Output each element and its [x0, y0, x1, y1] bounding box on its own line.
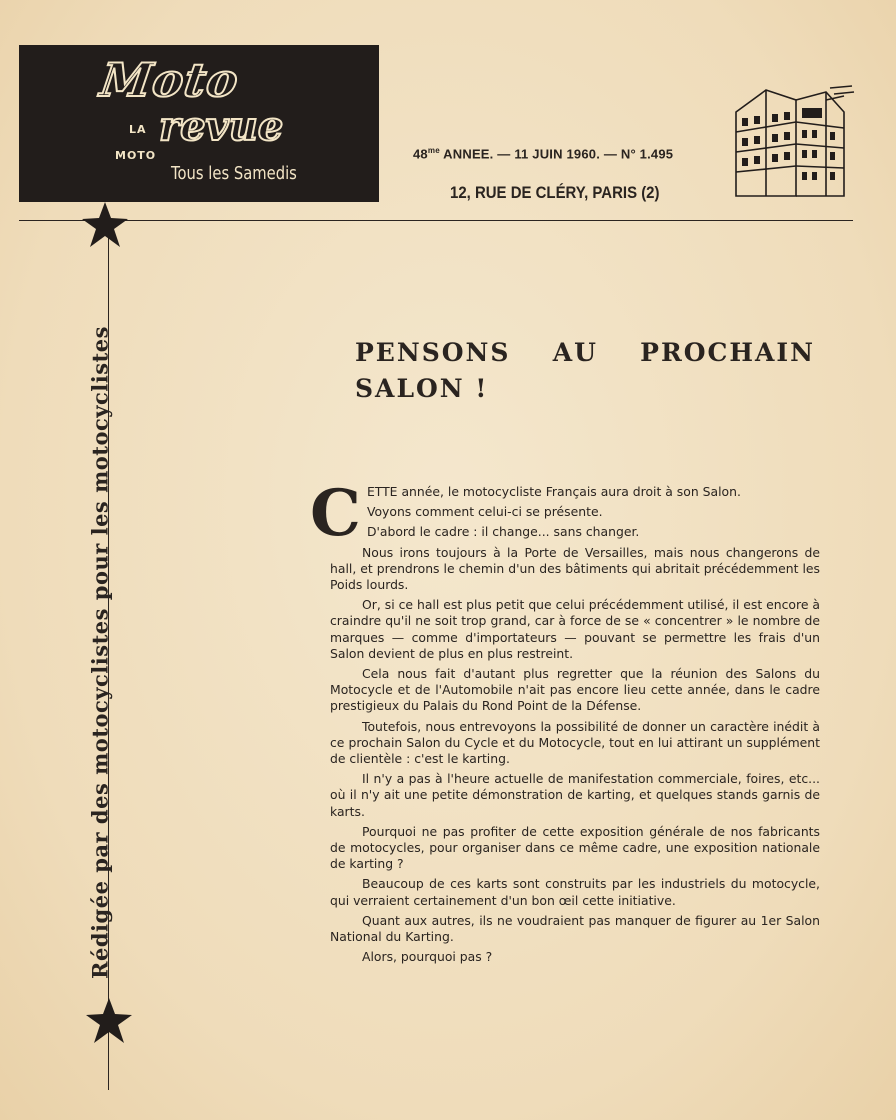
paragraph-7: Toutefois, nous entrevoyons la possibilité de donner un caractère inédit à ce prochain Salon du Cycle et du Motocycle, tout en lui attirant un supplément de clientèle : c'est le karting.: [330, 718, 820, 767]
title-word-3: PROCHAIN: [640, 338, 815, 367]
paragraph-5: Or, si ce hall est plus petit que celui précédemment utilisé, il est encore à craindre qu'il ne soit trop grand, car à force de se « concentrer » le nombre de marques — comme d'importateurs — pouvant se permettre les frais d'un Salon devient de plus en plus restreint.: [330, 597, 820, 661]
article-title: [355, 335, 815, 407]
sidebar-vertical-motto: Rédigée par des motocyclistes pour les motocyclistes: [87, 326, 113, 979]
header-rule: [19, 220, 853, 221]
paragraph-4: Nous irons toujours à la Porte de Versailles, mais nous changerons de hall, et prendrons le chemin d'un des bâtiments qui abritait précédemment les Poids lourds.: [330, 544, 820, 593]
article-body: [310, 476, 820, 969]
logo-moto-small-word: MOTO: [115, 149, 157, 162]
building-illustration: [726, 82, 856, 200]
publisher-address: 12, RUE DE CLÉRY, PARIS (2): [450, 183, 660, 202]
title-word-1: PENSONS: [355, 338, 511, 367]
issue-line: [413, 146, 673, 161]
logo-moto-word: Moto: [97, 53, 243, 107]
paragraph-2: Voyons comment celui-ci se présente.: [366, 504, 603, 520]
masthead-tagline: Tous les Samedis: [171, 163, 297, 184]
logo-la-word: LA: [129, 123, 147, 136]
paragraph-8: Il n'y a pas à l'heure actuelle de manifestation commerciale, foires, etc... où il n'y ait une petite démonstration de karting, et quelques stands garnis de karts.: [330, 771, 820, 819]
paragraph-3: D'abord le cadre : il change... sans changer.: [366, 524, 640, 540]
paragraph-12: Alors, pourquoi pas ?: [362, 949, 493, 965]
masthead-logo-block: [19, 45, 379, 202]
issue-date-number: ANNEE. — 11 JUIN 1960. — N° 1.495: [439, 146, 674, 162]
star-top-icon: [80, 200, 130, 250]
logo-revue-word: revue: [159, 103, 284, 150]
title-word-2: AU: [552, 338, 598, 367]
article-title-line-2: SALON !: [355, 374, 489, 403]
issue-year-number: 48: [413, 146, 428, 162]
paragraph-6: Cela nous fait d'autant plus regretter que la réunion des Salons du Motocycle et de l'Automobile n'ait pas encore lieu cette année, dans le cadre prestigieux du Palais du Rond Point de la Défense.: [330, 666, 820, 714]
drop-cap-letter: C: [310, 476, 361, 551]
paragraph-11: Quant aux autres, ils ne voudraient pas manquer de figurer au 1er Salon National du Karting.: [330, 912, 820, 945]
paragraph-9: Pourquoi ne pas profiter de cette exposition générale de nos fabricants de motocycles, pour organiser dans ce même cadre, une exposition nationale de karting ?: [330, 823, 820, 872]
issue-year-suffix: me: [427, 146, 440, 155]
paragraph-1: ETTE année, le motocycliste Français aura droit à son Salon.: [366, 484, 741, 499]
paragraph-10: Beaucoup de ces karts sont construits par les industriels du motocycle, qui verraient certainement d'un bon œil cette initiative.: [330, 876, 820, 908]
article-title-line-1: [355, 335, 815, 371]
